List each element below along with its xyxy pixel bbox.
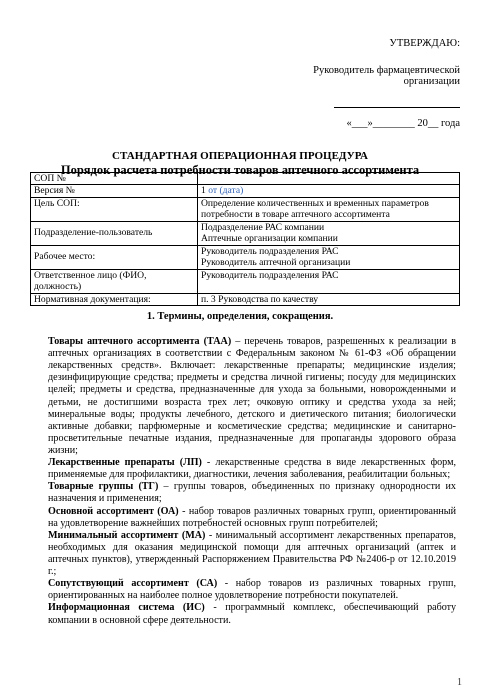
approve-title: УТВЕРЖДАЮ: [389, 38, 460, 49]
table-key: СОП № [31, 173, 198, 185]
term-definition: - набор товаров различных товарных групп, ориентированный на удовлетворение важнейших потребностей основных групп потребителей; [48, 505, 456, 529]
term-name: Лекарственные препараты (ЛП) [48, 457, 202, 469]
term-definition: - набор товаров из различных товарных групп, ориентированных на наиболее полное удовлетворение потребности покупателей. [48, 578, 456, 602]
table-row [31, 269, 460, 293]
table-value: п. 3 Руководства по качеству [198, 293, 460, 305]
table-row [31, 173, 460, 185]
table-value-line: Руководитель аптечной организации [201, 256, 351, 268]
term-paragraph [48, 530, 456, 578]
term-paragraph [48, 578, 456, 602]
table-value-line: Аптечные организации компании [201, 232, 338, 244]
section-heading: 1. Термины, определения, сокращения. [146, 311, 334, 322]
table-value-line: Руководитель подразделения РАС [201, 245, 339, 257]
term-name: Сопутствующий ассортимент (СА) [48, 578, 218, 590]
table-row [31, 221, 460, 245]
term-name: Основной ассортимент (ОА) [48, 505, 179, 517]
term-name: Минимальный ассортимент (МА) [48, 529, 206, 541]
term-paragraph [48, 457, 456, 481]
sop-info-table [30, 172, 460, 306]
title-line-2: Порядок расчета потребности товаров аптечного ассортимента [60, 163, 420, 177]
approve-date: «___»________ 20__ года [346, 118, 460, 129]
term-paragraph [48, 336, 456, 457]
term-definition: - программный комплекс, обеспечивающий работу компании в основной сфере деятельности. [48, 602, 456, 626]
term-name: Товары аптечного ассортимента (ТАА) [48, 336, 232, 347]
table-value-line: Подразделение РАС компании [201, 221, 325, 233]
table-value: Определение количественных и временных параметров потребности в товаре аптечного ассортимента [198, 197, 460, 221]
term-paragraph [48, 602, 456, 626]
table-value: Руководитель подразделения РАС [198, 269, 460, 293]
table-row [31, 185, 460, 197]
term-paragraph [48, 506, 456, 530]
approval-block [300, 38, 460, 129]
table-key: Цель СОП: [31, 197, 198, 221]
term-name: Информационная система (ИС) [48, 602, 205, 614]
table-row [31, 197, 460, 221]
title-line-1: СТАНДАРТНАЯ ОПЕРАЦИОННАЯ ПРОЦЕДУРА [112, 150, 368, 162]
table-value [198, 221, 460, 245]
table-value [198, 173, 460, 185]
table-value [198, 185, 460, 197]
table-value [198, 245, 460, 269]
term-definition: - минимальный ассортимент лекарственных препаратов, необходимых для оказания медицинской помощи для аптечных организаций (аптек и аптечных пунктов), утвержденный Распоряжением Правительства РФ №2406-р от 12.10.2019 г.; [48, 529, 456, 578]
term-definition: - лекарственные средства в виде лекарственных форм, применяемые для профилактики, диагностики, лечения заболевания, реабилитации больных; [48, 457, 456, 481]
table-key: Нормативная документация: [31, 293, 198, 305]
term-paragraph [48, 481, 456, 505]
version-date: от (дата) [205, 185, 244, 197]
table-key: Рабочее место: [31, 245, 198, 269]
table-key: Подразделение-пользователь [31, 221, 198, 245]
version-number: 1 [201, 185, 206, 197]
signature-line [334, 87, 460, 108]
table-row [31, 245, 460, 269]
table-key: Версия № [31, 185, 198, 197]
term-definition: – перечень товаров, разрешенных к реализации в аптечных организациях в соответствии с Федеральным законом № 61-ФЗ «Об обращении лекарственных средств». Включает: лекарственные препараты; медицинские изделия; дезинфицирующие средства; предметы и средства личной гигиены; посуду для медицинских целей; предметы и средства, предназначенные для ухода за больными, новорожденными и детьми, не достигшими возраста трех лет; очковую оптику и средства ухода за ней; минеральные воды; продукты лечебного, детского и диетического питания; биологически активные добавки; парфюмерные и косметические средства; медицинские и санитарно-просветительные печатные издания, предназначенные для пропаганды здорового образа жизни; [48, 336, 456, 456]
term-definition: – группы товаров, объединенных по признаку однородности их назначения и применения; [48, 481, 456, 505]
page-number: 1 [457, 677, 462, 688]
approve-role: Руководитель фармацевтической организации [313, 65, 460, 87]
term-name: Товарные группы (ТГ) [48, 481, 159, 493]
terms-list [48, 336, 456, 627]
table-key: Ответственное лицо (ФИО, должность) [31, 269, 198, 293]
table-row [31, 293, 460, 305]
